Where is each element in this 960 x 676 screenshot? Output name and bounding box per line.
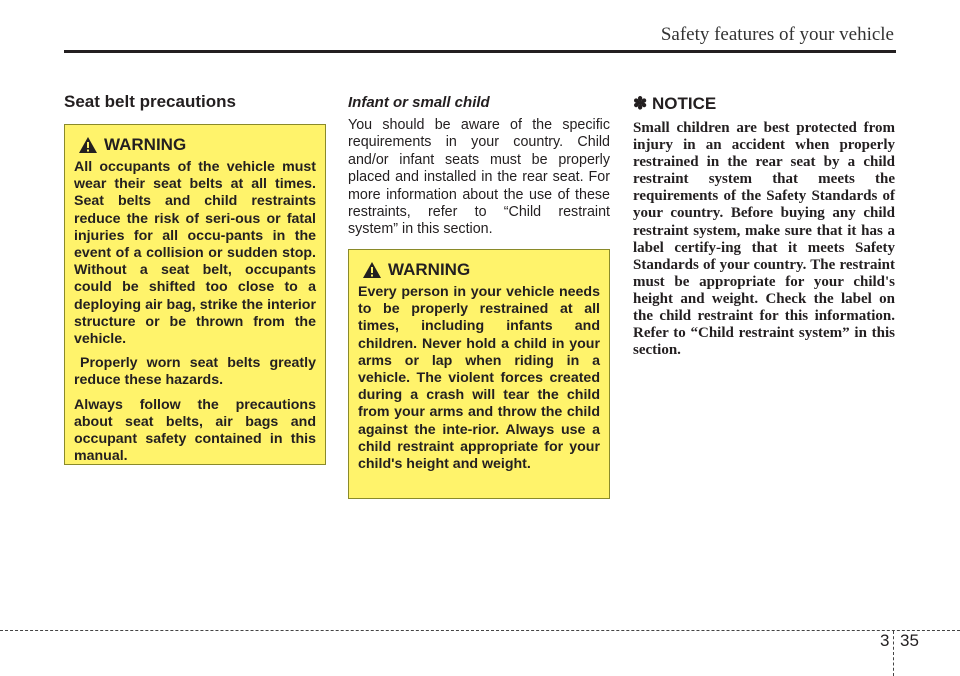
page-number-separator: [893, 631, 894, 676]
subsection-title: Infant or small child: [348, 94, 490, 111]
warning-triangle-icon: [362, 261, 382, 279]
warning-box-children: [348, 249, 610, 499]
chapter-number: 3: [880, 631, 890, 650]
notice-title: ✽ NOTICE: [633, 94, 717, 113]
warning-heading: [362, 260, 600, 280]
header-divider: [64, 50, 896, 53]
body-paragraph: You should be aware of the specific requirements in your country. Child and/or infant seats must be properly placed and installed in the rear seat. For more information about the use of these restraints, refer to “Child restraint system” in this section.: [348, 117, 610, 238]
warning-heading: [78, 135, 316, 155]
footer-divider: [0, 630, 960, 631]
warning-label: WARNING: [104, 135, 187, 154]
warning-label: WARNING: [388, 260, 471, 279]
warning-paragraph: Every person in your vehicle needs to be properly restrained at all times, including infants and children. Never hold a child in your arms or lap when riding in a vehicle. The violent forces created during a crash will tear the child from your arms and throw the child against the inte-rior. Always use a child restraint appropriate for your child's height and weight.: [358, 284, 600, 473]
warning-paragraph: Properly worn seat belts greatly reduce these hazards.: [74, 355, 316, 389]
notice-paragraph: Small children are best protected from injury in an accident when properly restrained in the rear seat by a child restraint system that meets the requirements of the Safety Standards of your country. Before buying any child restraint system, make sure that it has a label certify-ing that it meets Safety Standards of your country. The restraint must be appropriate for your child's height and weight. Check the label on the child restraint for this information. Refer to “Child restraint system” in this section.: [633, 120, 895, 359]
warning-paragraph: All occupants of the vehicle must wear their seat belts at all times. Seat belts and child restraints reduce the risk of seri-ous or fatal injuries for all occu-pants in the event of a collision or sudden stop. Without a seat belt, occupants could be shifted too close to a deploying air bag, strike the interior structure or be thrown from the vehicle.: [74, 159, 316, 348]
page-header-title: Safety features of your vehicle: [660, 24, 894, 45]
section-title: Seat belt precautions: [64, 92, 236, 111]
warning-triangle-icon: [78, 136, 98, 154]
warning-box-seat-belts: [64, 124, 326, 465]
page-number: 35: [900, 631, 919, 650]
warning-paragraph: Always follow the precautions about seat belts, air bags and occupant safety contained in this manual.: [74, 396, 316, 465]
